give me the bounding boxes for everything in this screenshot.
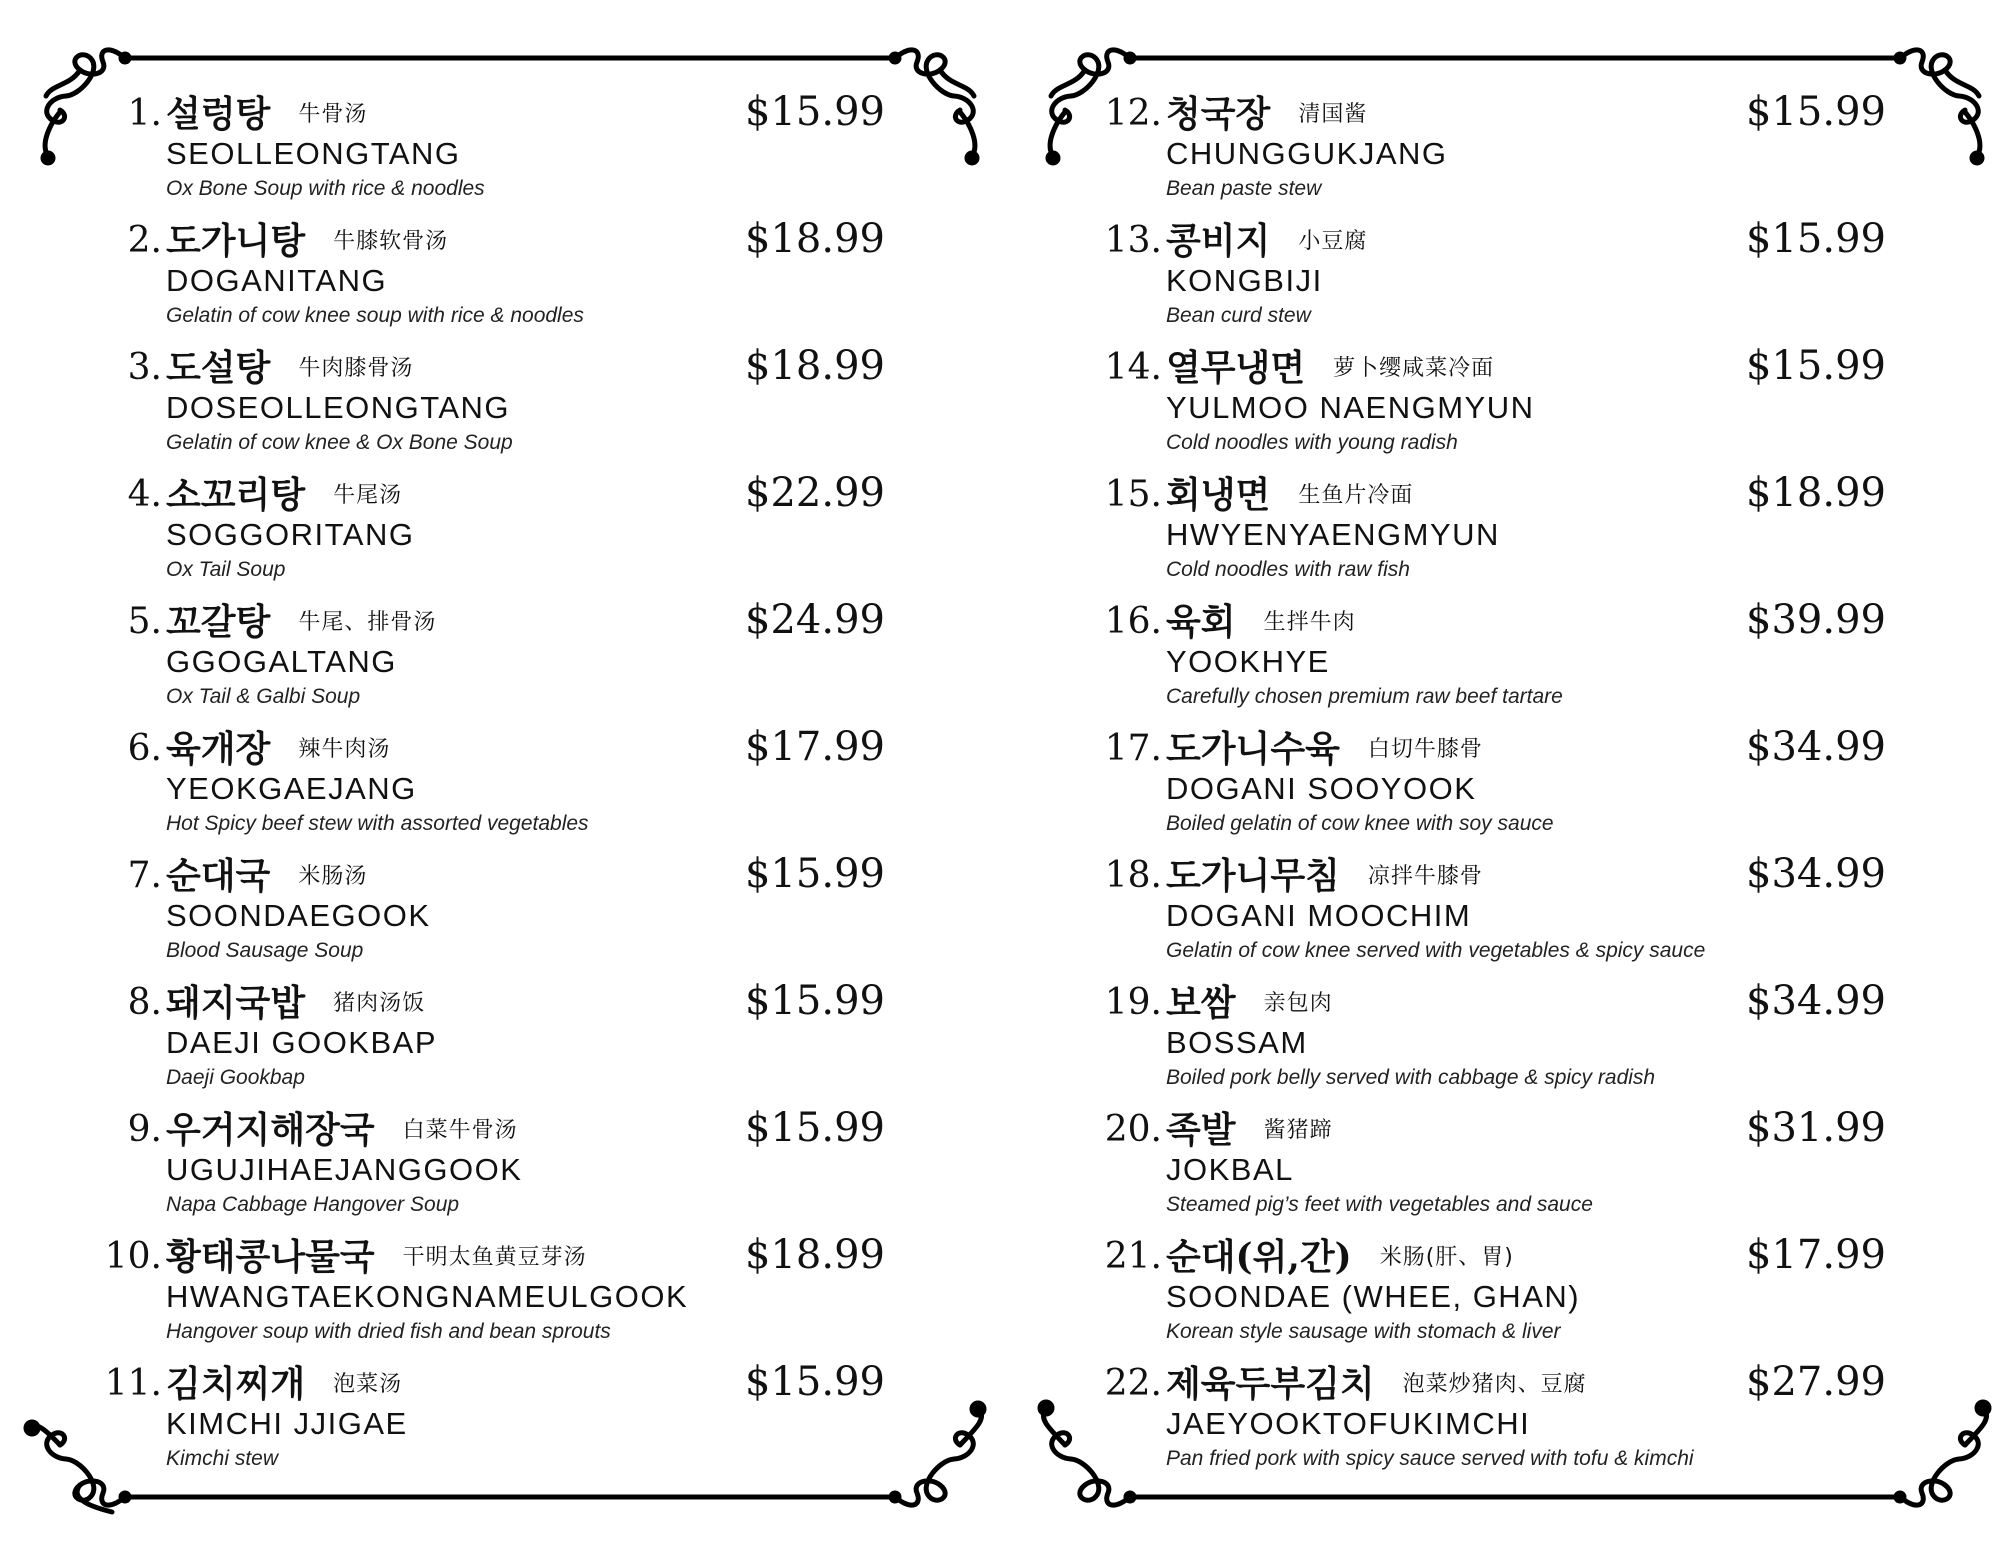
item-description: Ox Bone Soup with rice & noodles — [166, 177, 485, 200]
item-number: 12. — [1104, 93, 1162, 134]
item-english-name: UGUJIHAEJANGGOOK — [166, 1152, 523, 1187]
item-chinese-name: 干明太鱼黄豆芽汤 — [402, 1245, 587, 1270]
menu-item — [1100, 850, 1900, 977]
menu-column-left — [100, 88, 885, 1485]
item-chinese-name: 牛膝软骨汤 — [333, 229, 449, 254]
item-english-name: SEOLLEONGTANG — [166, 136, 461, 171]
item-korean-text: 황태콩나물국 — [166, 1236, 375, 1278]
item-description: Bean curd stew — [1166, 304, 1311, 327]
item-price: $17.99 — [1746, 1232, 1886, 1278]
item-chinese-name: 白切牛膝骨 — [1367, 737, 1483, 762]
item-korean-name — [1166, 1362, 1587, 1407]
item-english-name: JAEYOOKTOFUKIMCHI — [1166, 1406, 1531, 1441]
item-korean-text: 육개장 — [166, 728, 271, 770]
item-english-name: SOGGORITANG — [166, 517, 415, 552]
item-price: $15.99 — [745, 1359, 885, 1405]
item-number: 18. — [1104, 855, 1162, 896]
item-description: Steamed pig’s feet with vegetables and sauce — [1166, 1193, 1593, 1216]
item-korean-text: 소꼬리탕 — [166, 474, 306, 516]
item-description: Boiled gelatin of cow knee with soy sauce — [1166, 812, 1554, 835]
item-number: 13. — [1104, 220, 1162, 261]
item-korean-text: 보쌈 — [1166, 982, 1236, 1024]
item-price: $18.99 — [1746, 470, 1886, 516]
item-description: Hot Spicy beef stew with assorted vegetables — [166, 812, 589, 835]
item-english-name: YEOKGAEJANG — [166, 771, 417, 806]
item-korean-name — [166, 219, 448, 264]
item-number: 11. — [104, 1363, 162, 1404]
item-price: $24.99 — [745, 597, 885, 643]
item-korean-text: 제육두부김치 — [1166, 1363, 1375, 1405]
item-description: Bean paste stew — [1166, 177, 1322, 200]
menu-item — [100, 977, 885, 1104]
item-korean-name — [1166, 1108, 1333, 1153]
item-korean-name — [1166, 92, 1367, 137]
item-price: $18.99 — [745, 216, 885, 262]
item-price: $39.99 — [1746, 597, 1886, 643]
item-english-name: HWANGTAEKONGNAMEULGOOK — [166, 1279, 689, 1314]
menu-item — [1100, 1358, 1900, 1485]
menu-item — [100, 1104, 885, 1231]
item-price: $34.99 — [1746, 724, 1886, 770]
item-price: $34.99 — [1746, 978, 1886, 1024]
item-description: Boiled pork belly served with cabbage & spicy radish — [1166, 1066, 1656, 1089]
menu-item — [1100, 88, 1900, 215]
item-english-name: YOOKHYE — [1166, 644, 1330, 679]
item-english-name: DOGANI SOOYOOK — [1166, 771, 1477, 806]
item-description: Hangover soup with dried fish and bean sprouts — [166, 1320, 611, 1343]
item-price: $15.99 — [745, 89, 885, 135]
item-korean-name — [166, 854, 367, 899]
item-price: $15.99 — [1746, 343, 1886, 389]
item-korean-name — [166, 346, 413, 391]
item-korean-name — [1166, 346, 1494, 391]
item-chinese-name: 牛尾汤 — [333, 483, 403, 508]
menu-item — [1100, 215, 1900, 342]
menu-item — [1100, 1104, 1900, 1231]
item-description: Gelatin of cow knee & Ox Bone Soup — [166, 431, 513, 454]
item-chinese-name: 生鱼片冷面 — [1298, 483, 1414, 508]
item-english-name: CHUNGGUKJANG — [1166, 136, 1448, 171]
item-korean-text: 순대(위,간) — [1166, 1236, 1352, 1278]
item-chinese-name: 泡菜炒猪肉、豆腐 — [1402, 1372, 1587, 1397]
item-price: $15.99 — [1746, 89, 1886, 135]
menu-item — [100, 850, 885, 977]
item-english-name: DOSEOLLEONGTANG — [166, 390, 511, 425]
item-korean-text: 회냉면 — [1166, 474, 1271, 516]
item-english-name: DOGANI MOOCHIM — [1166, 898, 1472, 933]
item-description: Kimchi stew — [166, 1447, 279, 1470]
item-korean-text: 열무냉면 — [1166, 347, 1306, 389]
item-price: $18.99 — [745, 1232, 885, 1278]
item-number: 16. — [1104, 601, 1162, 642]
item-number: 10. — [104, 1236, 162, 1277]
item-korean-name — [1166, 1235, 1514, 1280]
item-korean-name — [166, 1362, 402, 1407]
item-description: Carefully chosen premium raw beef tartare — [1166, 685, 1563, 708]
menu-item — [1100, 342, 1900, 469]
ornament-bottom-right-left-panel — [891, 1403, 984, 1505]
ornament-bottom-right — [1896, 1402, 1989, 1505]
item-korean-text: 콩비지 — [1166, 220, 1271, 262]
item-number: 5. — [127, 601, 162, 642]
item-korean-name — [1166, 854, 1483, 899]
item-korean-text: 도가니무침 — [1166, 855, 1340, 897]
menu-item — [100, 342, 885, 469]
item-number: 6. — [127, 728, 162, 769]
item-korean-name — [1166, 219, 1367, 264]
item-number: 17. — [1104, 728, 1162, 769]
item-korean-text: 꼬갈탕 — [166, 601, 271, 643]
item-korean-text: 우거지해장국 — [166, 1109, 375, 1151]
item-korean-name — [166, 600, 436, 645]
item-korean-text: 도가니탕 — [166, 220, 306, 262]
item-chinese-name: 牛骨汤 — [298, 102, 368, 127]
item-korean-name — [1166, 600, 1356, 645]
item-chinese-name: 牛尾、排骨汤 — [298, 610, 437, 635]
item-description: Blood Sausage Soup — [166, 939, 364, 962]
item-korean-name — [166, 981, 425, 1026]
item-chinese-name: 米肠汤 — [298, 864, 368, 889]
item-number: 1. — [127, 93, 162, 134]
item-price: $15.99 — [745, 1105, 885, 1151]
item-price: $31.99 — [1746, 1105, 1886, 1151]
item-chinese-name: 牛肉膝骨汤 — [298, 356, 414, 381]
item-korean-name — [166, 727, 390, 772]
item-english-name: GGOGALTANG — [166, 644, 397, 679]
item-chinese-name: 生拌牛肉 — [1263, 610, 1356, 635]
item-korean-text: 설렁탕 — [166, 93, 271, 135]
ornament-top-right — [1896, 50, 1982, 163]
item-korean-text: 김치찌개 — [166, 1363, 306, 1405]
item-price: $15.99 — [745, 851, 885, 897]
item-korean-text: 족발 — [1166, 1109, 1236, 1151]
item-price: $22.99 — [745, 470, 885, 516]
ornament-top-right-left-panel — [891, 50, 977, 163]
item-description: Cold noodles with young radish — [1166, 431, 1458, 454]
item-english-name: DAEJI GOOKBAP — [166, 1025, 438, 1060]
item-price: $18.99 — [745, 343, 885, 389]
item-english-name: KIMCHI JJIGAE — [166, 1406, 408, 1441]
item-korean-name — [166, 1108, 518, 1153]
menu-item — [100, 215, 885, 342]
item-description: Gelatin of cow knee served with vegetables & spicy sauce — [1166, 939, 1706, 962]
item-price: $15.99 — [745, 978, 885, 1024]
menu-item — [1100, 596, 1900, 723]
item-english-name: SOONDAE (WHEE, GHAN) — [1166, 1279, 1581, 1314]
menu-column-right — [1100, 88, 1900, 1485]
item-price: $34.99 — [1746, 851, 1886, 897]
item-chinese-name: 亲包肉 — [1263, 991, 1333, 1016]
item-description: Gelatin of cow knee soup with rice & noodles — [166, 304, 584, 327]
item-number: 8. — [127, 982, 162, 1023]
item-description: Napa Cabbage Hangover Soup — [166, 1193, 460, 1216]
item-chinese-name: 酱猪蹄 — [1263, 1118, 1333, 1143]
item-korean-name — [166, 473, 402, 518]
menu-item — [100, 596, 885, 723]
item-description: Pan fried pork with spicy sauce served with tofu & kimchi — [1166, 1447, 1694, 1470]
item-chinese-name: 辣牛肉汤 — [298, 737, 391, 762]
item-price: $17.99 — [745, 724, 885, 770]
item-description: Korean style sausage with stomach & liver — [1166, 1320, 1561, 1343]
item-number: 21. — [1104, 1236, 1162, 1277]
item-english-name: YULMOO NAENGMYUN — [1166, 390, 1535, 425]
item-korean-name — [166, 92, 367, 137]
item-english-name: SOONDAEGOOK — [166, 898, 431, 933]
menu-item — [1100, 469, 1900, 596]
item-korean-text: 돼지국밥 — [166, 982, 306, 1024]
item-chinese-name: 米肠(肝、胃) — [1379, 1245, 1514, 1270]
item-description: Cold noodles with raw fish — [1166, 558, 1410, 581]
menu-item — [1100, 723, 1900, 850]
item-korean-text: 육회 — [1166, 601, 1236, 643]
item-number: 3. — [127, 347, 162, 388]
item-number: 9. — [127, 1109, 162, 1150]
menu-item — [100, 88, 885, 215]
item-number: 14. — [1104, 347, 1162, 388]
menu-item — [100, 723, 885, 850]
item-number: 20. — [1104, 1109, 1162, 1150]
item-korean-text: 도설탕 — [166, 347, 271, 389]
menu-item — [100, 469, 885, 596]
item-number: 2. — [127, 220, 162, 261]
menu-item — [1100, 977, 1900, 1104]
menu-item — [100, 1358, 885, 1485]
item-korean-name — [1166, 473, 1413, 518]
item-price: $27.99 — [1746, 1359, 1886, 1405]
item-number: 7. — [127, 855, 162, 896]
item-english-name: HWYENYAENGMYUN — [1166, 517, 1500, 552]
item-description: Ox Tail Soup — [166, 558, 286, 581]
item-price: $15.99 — [1746, 216, 1886, 262]
item-english-name: DOGANITANG — [166, 263, 388, 298]
item-chinese-name: 猪肉汤饭 — [333, 991, 426, 1016]
item-korean-name — [1166, 727, 1483, 772]
item-description: Daeji Gookbap — [166, 1066, 305, 1089]
item-chinese-name: 萝卜缨咸菜冷面 — [1333, 356, 1495, 381]
item-korean-text: 순대국 — [166, 855, 271, 897]
item-description: Ox Tail & Galbi Soup — [166, 685, 361, 708]
item-korean-text: 청국장 — [1166, 93, 1271, 135]
item-korean-name — [166, 1235, 587, 1280]
item-number: 15. — [1104, 474, 1162, 515]
item-chinese-name: 泡菜汤 — [333, 1372, 403, 1397]
menu-item — [100, 1231, 885, 1358]
item-korean-name — [1166, 981, 1333, 1026]
item-chinese-name: 白菜牛骨汤 — [402, 1118, 518, 1143]
item-english-name: BOSSAM — [1166, 1025, 1308, 1060]
item-number: 19. — [1104, 982, 1162, 1023]
item-chinese-name: 清国酱 — [1298, 102, 1368, 127]
item-chinese-name: 凉拌牛膝骨 — [1367, 864, 1483, 889]
item-number: 4. — [127, 474, 162, 515]
item-number: 22. — [1104, 1363, 1162, 1404]
item-english-name: JOKBAL — [1166, 1152, 1294, 1187]
item-chinese-name: 小豆腐 — [1298, 229, 1368, 254]
item-korean-text: 도가니수육 — [1166, 728, 1340, 770]
menu-item — [1100, 1231, 1900, 1358]
item-english-name: KONGBIJI — [1166, 263, 1323, 298]
